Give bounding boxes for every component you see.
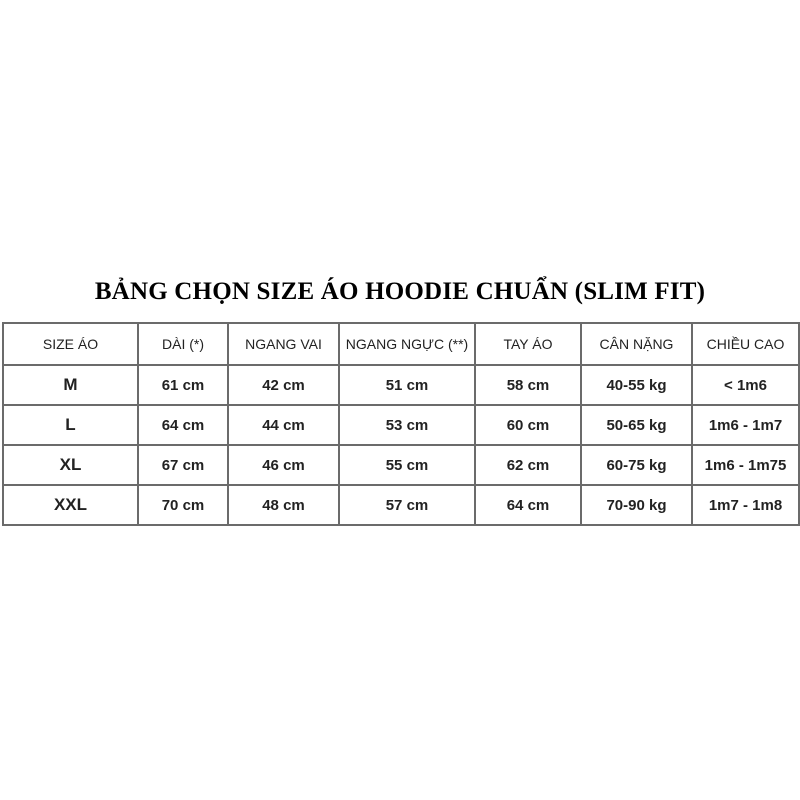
cell-size: M — [3, 365, 138, 405]
cell-weight: 60-75 kg — [581, 445, 692, 485]
cell-height: 1m7 - 1m8 — [692, 485, 799, 525]
column-header-chest: NGANG NGỰC (**) — [339, 323, 475, 365]
cell-shoulder: 44 cm — [228, 405, 339, 445]
column-header-size: SIZE ÁO — [3, 323, 138, 365]
table-row — [3, 405, 799, 445]
cell-length: 64 cm — [138, 405, 228, 445]
cell-sleeve: 58 cm — [475, 365, 581, 405]
column-header-weight: CÂN NẶNG — [581, 323, 692, 365]
column-header-sleeve: TAY ÁO — [475, 323, 581, 365]
cell-sleeve: 60 cm — [475, 405, 581, 445]
cell-shoulder: 48 cm — [228, 485, 339, 525]
table-row — [3, 485, 799, 525]
cell-sleeve: 64 cm — [475, 485, 581, 525]
table-row — [3, 445, 799, 485]
cell-weight: 50-65 kg — [581, 405, 692, 445]
column-header-height: CHIỀU CAO — [692, 323, 799, 365]
cell-sleeve: 62 cm — [475, 445, 581, 485]
cell-size: XL — [3, 445, 138, 485]
cell-height: 1m6 - 1m7 — [692, 405, 799, 445]
cell-weight: 40-55 kg — [581, 365, 692, 405]
cell-chest: 57 cm — [339, 485, 475, 525]
cell-height: 1m6 - 1m75 — [692, 445, 799, 485]
cell-chest: 51 cm — [339, 365, 475, 405]
cell-height: < 1m6 — [692, 365, 799, 405]
cell-length: 70 cm — [138, 485, 228, 525]
cell-shoulder: 46 cm — [228, 445, 339, 485]
cell-length: 67 cm — [138, 445, 228, 485]
table-header-row — [3, 323, 799, 365]
cell-size: XXL — [3, 485, 138, 525]
column-header-shoulder: NGANG VAI — [228, 323, 339, 365]
column-header-length: DÀI (*) — [138, 323, 228, 365]
cell-size: L — [3, 405, 138, 445]
size-chart-table — [2, 322, 800, 526]
cell-chest: 53 cm — [339, 405, 475, 445]
page-title: BẢNG CHỌN SIZE ÁO HOODIE CHUẨN (SLIM FIT) — [94, 278, 706, 305]
table-row — [3, 365, 799, 405]
cell-length: 61 cm — [138, 365, 228, 405]
cell-chest: 55 cm — [339, 445, 475, 485]
cell-shoulder: 42 cm — [228, 365, 339, 405]
cell-weight: 70-90 kg — [581, 485, 692, 525]
